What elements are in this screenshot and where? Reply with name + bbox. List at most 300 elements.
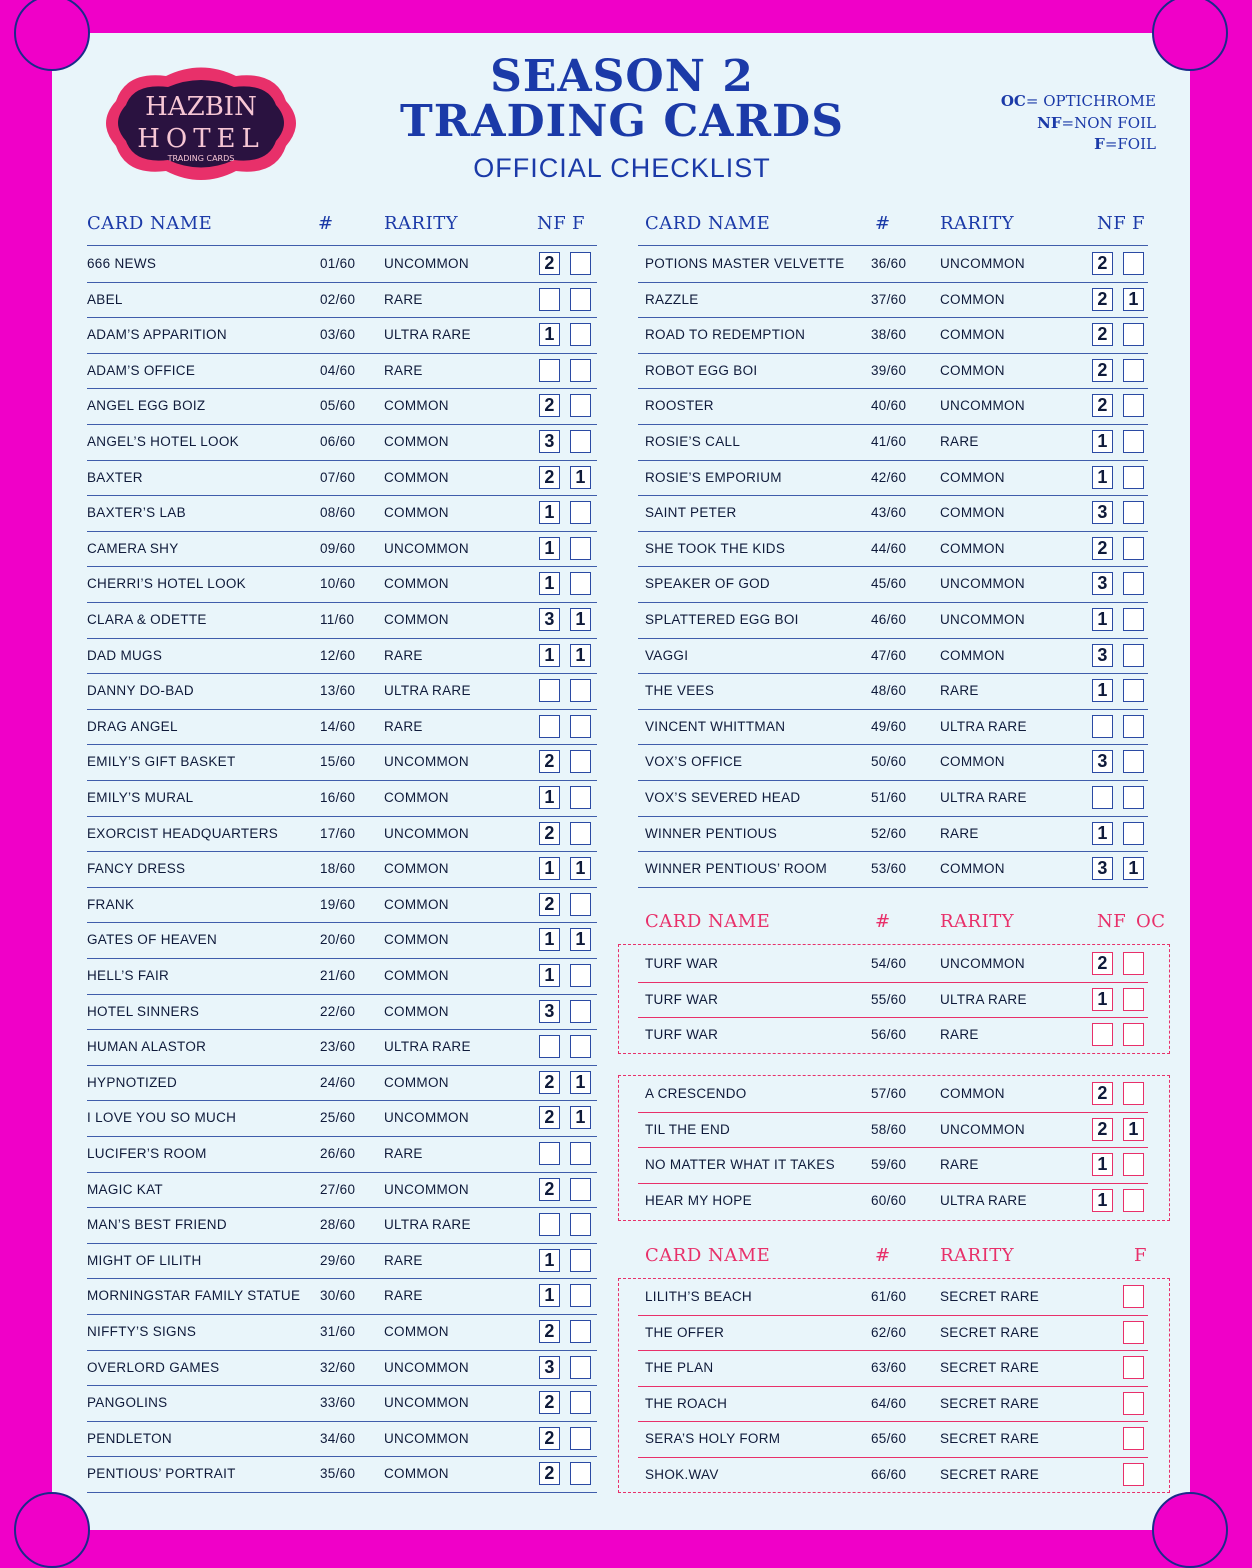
f-checkbox[interactable]: 1 xyxy=(570,608,591,631)
f-checkbox[interactable] xyxy=(570,715,591,738)
card-number: 16/60 xyxy=(320,790,356,805)
card-rarity: RARE xyxy=(940,825,979,841)
nf-checkbox[interactable]: 1 xyxy=(1092,679,1113,702)
nf-checkbox[interactable]: 2 xyxy=(539,394,560,417)
card-rarity: UNCOMMON xyxy=(940,398,1025,414)
nf-checkbox[interactable]: 2 xyxy=(539,1462,560,1485)
card-rarity: SECRET RARE xyxy=(940,1289,1040,1304)
f-checkbox[interactable] xyxy=(570,1462,591,1485)
f-checkbox[interactable] xyxy=(570,679,591,702)
card-rarity: RARE xyxy=(940,1157,979,1173)
nf-checkbox[interactable]: 3 xyxy=(1092,644,1113,667)
f-checkbox[interactable] xyxy=(1123,1321,1144,1344)
card-rarity: UNCOMMON xyxy=(384,825,469,841)
nf-checkbox[interactable]: 1 xyxy=(1092,822,1113,845)
legend-f-value: =FOIL xyxy=(1104,135,1156,153)
nf-checkbox[interactable] xyxy=(539,715,560,738)
nf-checkbox[interactable]: 2 xyxy=(539,1320,560,1343)
f-checkbox[interactable] xyxy=(570,430,591,453)
f-checkbox[interactable] xyxy=(1123,644,1144,667)
card-name: I LOVE YOU SO MUCH xyxy=(87,1110,237,1126)
card-rarity: COMMON xyxy=(384,1324,449,1339)
f-checkbox[interactable] xyxy=(570,288,591,311)
f-checkbox[interactable] xyxy=(570,1213,591,1236)
card-rarity: ULTRA RARE xyxy=(940,718,1027,734)
card-rarity: RARE xyxy=(940,1027,979,1043)
card-rarity: COMMON xyxy=(940,505,1005,521)
table-row xyxy=(87,388,597,425)
oc-checkbox[interactable]: 1 xyxy=(1123,1118,1144,1141)
card-name: PENDLETON xyxy=(87,1430,172,1446)
header-card-name: CARD NAME xyxy=(645,911,771,932)
nf-checkbox[interactable]: 3 xyxy=(1092,572,1113,595)
card-name: THE VEES xyxy=(645,683,715,699)
card-name: THE OFFER xyxy=(645,1324,725,1340)
legend-nf-key: NF xyxy=(1037,113,1062,132)
nf-checkbox[interactable]: 2 xyxy=(1092,252,1113,275)
nf-checkbox[interactable]: 1 xyxy=(539,1249,560,1272)
card-name: TURF WAR xyxy=(645,1027,719,1043)
card-name: LUCIFER’S ROOM xyxy=(87,1146,207,1161)
f-checkbox[interactable] xyxy=(570,572,591,595)
f-checkbox[interactable] xyxy=(570,1142,591,1165)
card-rarity: RARE xyxy=(384,291,423,307)
card-rarity: COMMON xyxy=(940,647,1005,663)
nf-checkbox[interactable]: 2 xyxy=(539,1427,560,1450)
card-name: WINNER PENTIOUS xyxy=(645,825,778,841)
f-checkbox[interactable] xyxy=(1123,394,1144,417)
nf-checkbox[interactable]: 3 xyxy=(539,608,560,631)
header-rarity: RARITY xyxy=(940,1245,1015,1266)
nf-checkbox[interactable]: 3 xyxy=(539,1000,560,1023)
f-checkbox[interactable] xyxy=(1123,822,1144,845)
f-checkbox[interactable] xyxy=(570,964,591,987)
table-row xyxy=(87,531,597,568)
legend-nf-value: =NON FOIL xyxy=(1061,113,1156,132)
card-number: 34/60 xyxy=(320,1430,356,1446)
nf-checkbox[interactable]: 2 xyxy=(539,1178,560,1201)
nf-checkbox[interactable]: 2 xyxy=(1092,359,1113,382)
card-name: THE ROACH xyxy=(645,1395,728,1411)
nf-checkbox[interactable]: 1 xyxy=(1092,1153,1113,1176)
f-checkbox[interactable] xyxy=(570,1356,591,1379)
f-checkbox[interactable]: 1 xyxy=(1123,288,1144,311)
card-name: SPLATTERED EGG BOI xyxy=(645,612,799,627)
card-number: 66/60 xyxy=(871,1467,907,1482)
nf-checkbox[interactable]: 2 xyxy=(1092,288,1113,311)
f-checkbox[interactable]: 1 xyxy=(570,466,591,489)
f-checkbox[interactable] xyxy=(1123,359,1144,382)
card-number: 17/60 xyxy=(320,825,356,841)
card-number: 44/60 xyxy=(871,540,907,556)
card-name: ROSIE’S EMPORIUM xyxy=(645,469,782,485)
table-row xyxy=(638,531,1148,568)
f-checkbox[interactable] xyxy=(1123,1463,1144,1486)
title-line1: SEASON 2 xyxy=(490,51,754,102)
checklist-card xyxy=(52,33,1190,1530)
nf-checkbox[interactable]: 1 xyxy=(539,537,560,560)
card-rarity: UNCOMMON xyxy=(384,1181,469,1197)
nf-checkbox[interactable]: 1 xyxy=(539,323,560,346)
card-name: THE PLAN xyxy=(645,1360,714,1376)
card-name: ROBOT EGG BOI xyxy=(645,362,758,378)
table-row xyxy=(638,495,1148,532)
nf-checkbox[interactable]: 3 xyxy=(539,1356,560,1379)
card-rarity: UNCOMMON xyxy=(384,1110,469,1126)
card-number: 30/60 xyxy=(320,1288,356,1304)
table-row xyxy=(87,1029,597,1066)
table-row xyxy=(638,246,1148,283)
card-rarity: ULTRA RARE xyxy=(384,1039,471,1055)
f-checkbox[interactable]: 1 xyxy=(570,1106,591,1129)
f-checkbox[interactable] xyxy=(1123,715,1144,738)
f-checkbox[interactable] xyxy=(570,1427,591,1450)
table-row xyxy=(638,424,1148,461)
card-name: BAXTER xyxy=(87,469,143,485)
logo-line2: HOTEL xyxy=(137,124,265,154)
nf-checkbox[interactable]: 1 xyxy=(1092,1189,1113,1212)
f-checkbox[interactable] xyxy=(1123,750,1144,773)
f-checkbox[interactable] xyxy=(1123,572,1144,595)
f-checkbox[interactable] xyxy=(570,1391,591,1414)
table-row xyxy=(638,460,1148,497)
card-number: 08/60 xyxy=(320,505,356,521)
f-checkbox[interactable] xyxy=(1123,537,1144,560)
card-rarity: UNCOMMON xyxy=(384,1430,469,1446)
nf-checkbox[interactable] xyxy=(1092,1023,1113,1046)
card-name: TURF WAR xyxy=(645,956,719,971)
card-number: 56/60 xyxy=(871,1027,907,1043)
table-row xyxy=(638,638,1148,675)
header-box2: OC xyxy=(1136,911,1166,932)
header-rarity: RARITY xyxy=(940,213,1015,234)
oc-checkbox[interactable] xyxy=(1123,1153,1144,1176)
card-name: ROOSTER xyxy=(645,398,714,414)
card-name: CHERRI’S HOTEL LOOK xyxy=(87,576,246,592)
card-rarity: COMMON xyxy=(940,291,1005,307)
card-name: DANNY DO-BAD xyxy=(87,683,194,699)
f-checkbox[interactable] xyxy=(570,822,591,845)
logo-badge-icon xyxy=(96,61,306,186)
nf-checkbox[interactable] xyxy=(539,1213,560,1236)
table-row xyxy=(638,1279,1148,1316)
card-number: 29/60 xyxy=(320,1252,356,1268)
card-rarity: COMMON xyxy=(940,362,1005,378)
card-name: HEAR MY HOPE xyxy=(645,1192,752,1208)
f-checkbox[interactable] xyxy=(570,1320,591,1343)
header-box1: NF xyxy=(537,213,567,234)
table-row xyxy=(87,353,597,390)
nf-checkbox[interactable]: 1 xyxy=(539,857,560,880)
card-name: CLARA & ODETTE xyxy=(87,612,207,627)
header-card-name: CARD NAME xyxy=(645,213,771,234)
nf-checkbox[interactable] xyxy=(1092,715,1113,738)
card-name: ADAM’S OFFICE xyxy=(87,362,196,378)
card-name: ROAD TO REDEMPTION xyxy=(645,327,806,343)
card-number: 07/60 xyxy=(320,469,356,485)
header-card-name: CARD NAME xyxy=(87,213,213,234)
card-rarity: RARE xyxy=(384,1146,423,1161)
card-name: MAN’S BEST FRIEND xyxy=(87,1217,227,1233)
f-checkbox[interactable] xyxy=(1123,430,1144,453)
card-number: 65/60 xyxy=(871,1431,907,1447)
f-checkbox[interactable] xyxy=(1123,786,1144,809)
table-row xyxy=(638,816,1148,853)
hazbin-hotel-logo xyxy=(96,61,306,186)
card-rarity: SECRET RARE xyxy=(940,1324,1040,1340)
card-name: HYPNOTIZED xyxy=(87,1074,178,1090)
f-checkbox[interactable] xyxy=(570,1249,591,1272)
nf-checkbox[interactable] xyxy=(539,359,560,382)
table-row xyxy=(87,1385,597,1422)
legend-oc-key: OC xyxy=(1000,92,1026,110)
f-checkbox[interactable] xyxy=(1123,1427,1144,1450)
nf-checkbox[interactable]: 2 xyxy=(1092,537,1113,560)
oc-checkbox[interactable] xyxy=(1123,988,1144,1011)
oc-checkbox[interactable] xyxy=(1123,1082,1144,1105)
f-checkbox[interactable] xyxy=(570,750,591,773)
corner-notch xyxy=(1152,0,1228,71)
nf-checkbox[interactable]: 2 xyxy=(1092,952,1113,975)
card-name: VAGGI xyxy=(645,647,689,663)
f-checkbox[interactable] xyxy=(570,1178,591,1201)
nf-checkbox[interactable]: 1 xyxy=(1092,608,1113,631)
nf-checkbox[interactable] xyxy=(1092,786,1113,809)
header-rarity: RARITY xyxy=(384,213,459,234)
card-number: 54/60 xyxy=(871,956,907,971)
card-number: 13/60 xyxy=(320,683,356,699)
card-name: LILITH’S BEACH xyxy=(645,1289,752,1304)
table-row xyxy=(638,1017,1148,1053)
f-checkbox[interactable] xyxy=(570,323,591,346)
table-row xyxy=(87,460,597,497)
card-rarity: COMMON xyxy=(384,932,449,948)
nf-checkbox[interactable]: 2 xyxy=(539,750,560,773)
f-checkbox[interactable] xyxy=(570,1000,591,1023)
card-name: ROSIE’S CALL xyxy=(645,434,741,449)
table-row xyxy=(638,1315,1148,1352)
card-rarity: UNCOMMON xyxy=(384,256,469,271)
card-name: CAMERA SHY xyxy=(87,540,179,556)
nf-checkbox[interactable]: 1 xyxy=(1092,466,1113,489)
card-rarity: COMMON xyxy=(940,327,1005,343)
nf-checkbox[interactable]: 1 xyxy=(539,644,560,667)
card-number: 57/60 xyxy=(871,1086,907,1101)
f-checkbox[interactable] xyxy=(570,1035,591,1058)
f-checkbox[interactable] xyxy=(570,252,591,275)
card-number: 26/60 xyxy=(320,1146,356,1161)
card-rarity: ULTRA RARE xyxy=(940,991,1027,1007)
card-number: 64/60 xyxy=(871,1395,907,1411)
f-checkbox[interactable]: 1 xyxy=(570,644,591,667)
table-row xyxy=(638,1147,1148,1184)
table-row xyxy=(87,780,597,817)
card-number: 47/60 xyxy=(871,647,907,663)
table-row xyxy=(87,709,597,746)
table-row xyxy=(87,1207,597,1244)
card-name: HOTEL SINNERS xyxy=(87,1003,200,1019)
nf-checkbox[interactable]: 1 xyxy=(539,1284,560,1307)
card-rarity: COMMON xyxy=(940,1086,1005,1101)
table-row xyxy=(638,709,1148,746)
card-number: 03/60 xyxy=(320,327,356,343)
card-number: 55/60 xyxy=(871,991,907,1007)
f-checkbox[interactable] xyxy=(570,394,591,417)
f-checkbox[interactable] xyxy=(1123,1285,1144,1308)
card-name: EMILY’S GIFT BASKET xyxy=(87,754,236,770)
table-row xyxy=(638,1183,1148,1219)
card-number: 15/60 xyxy=(320,754,356,770)
card-name: TIL THE END xyxy=(645,1121,731,1137)
f-checkbox[interactable] xyxy=(570,359,591,382)
table-row xyxy=(87,994,597,1031)
nf-checkbox[interactable]: 2 xyxy=(539,1391,560,1414)
nf-checkbox[interactable]: 2 xyxy=(539,1106,560,1129)
nf-checkbox[interactable]: 1 xyxy=(539,928,560,951)
card-number: 11/60 xyxy=(320,612,355,627)
card-name: HELL’S FAIR xyxy=(87,968,170,983)
card-number: 43/60 xyxy=(871,505,907,521)
f-checkbox[interactable] xyxy=(1123,501,1144,524)
f-checkbox[interactable] xyxy=(570,1284,591,1307)
oc-checkbox[interactable] xyxy=(1123,1023,1144,1046)
card-number: 06/60 xyxy=(320,434,356,449)
card-number: 18/60 xyxy=(320,861,356,877)
f-checkbox[interactable] xyxy=(1123,323,1144,346)
nf-checkbox[interactable]: 2 xyxy=(1092,1118,1113,1141)
card-rarity: COMMON xyxy=(384,469,449,485)
f-checkbox[interactable]: 1 xyxy=(570,857,591,880)
table-row xyxy=(87,673,597,710)
f-checkbox[interactable]: 1 xyxy=(570,1071,591,1094)
nf-checkbox[interactable]: 2 xyxy=(539,822,560,845)
corner-notch xyxy=(1152,1492,1228,1568)
nf-checkbox[interactable]: 2 xyxy=(1092,1082,1113,1105)
f-checkbox[interactable] xyxy=(570,501,591,524)
card-name: DRAG ANGEL xyxy=(87,718,178,734)
card-name: EXORCIST HEADQUARTERS xyxy=(87,825,279,841)
card-name: BAXTER’S LAB xyxy=(87,505,186,521)
f-checkbox[interactable] xyxy=(570,893,591,916)
nf-checkbox[interactable]: 3 xyxy=(1092,750,1113,773)
nf-checkbox[interactable]: 1 xyxy=(539,501,560,524)
card-number: 31/60 xyxy=(320,1324,356,1339)
nf-checkbox[interactable]: 1 xyxy=(1092,430,1113,453)
table-row xyxy=(638,1112,1148,1149)
nf-checkbox[interactable]: 2 xyxy=(1092,323,1113,346)
table-row xyxy=(87,1243,597,1280)
nf-checkbox[interactable] xyxy=(539,288,560,311)
oc-checkbox[interactable] xyxy=(1123,1189,1144,1212)
logo-line1: HAZBIN xyxy=(145,92,257,122)
nf-checkbox[interactable]: 1 xyxy=(539,572,560,595)
f-checkbox[interactable]: 1 xyxy=(570,928,591,951)
table-row xyxy=(87,566,597,603)
nf-checkbox[interactable] xyxy=(539,679,560,702)
table-row xyxy=(638,1457,1148,1493)
card-name: 666 NEWS xyxy=(87,256,157,271)
nf-checkbox[interactable] xyxy=(539,1142,560,1165)
f-checkbox[interactable] xyxy=(1123,252,1144,275)
table-row xyxy=(87,1314,597,1351)
header-box2: F xyxy=(1132,213,1145,234)
card-number: 59/60 xyxy=(871,1157,907,1173)
card-name: MAGIC KAT xyxy=(87,1181,163,1197)
f-checkbox[interactable] xyxy=(1123,679,1144,702)
card-number: 38/60 xyxy=(871,327,907,343)
card-rarity: COMMON xyxy=(384,434,449,449)
nf-checkbox[interactable]: 2 xyxy=(539,1071,560,1094)
table-row xyxy=(87,282,597,319)
card-rarity: ULTRA RARE xyxy=(384,683,471,699)
card-number: 05/60 xyxy=(320,398,356,414)
card-name: SHE TOOK THE KIDS xyxy=(645,540,786,556)
card-name: SHOK.WAV xyxy=(645,1467,719,1482)
card-rarity: SECRET RARE xyxy=(940,1431,1040,1447)
legend xyxy=(1001,91,1156,156)
nf-checkbox[interactable] xyxy=(539,1035,560,1058)
card-rarity: SECRET RARE xyxy=(940,1395,1040,1411)
nf-checkbox[interactable]: 2 xyxy=(1092,394,1113,417)
card-number: 62/60 xyxy=(871,1324,907,1340)
nf-checkbox[interactable]: 2 xyxy=(539,466,560,489)
nf-checkbox[interactable]: 3 xyxy=(539,430,560,453)
legend-f-key: F xyxy=(1094,135,1105,153)
table-row xyxy=(87,1172,597,1209)
title-line2: TRADING CARDS xyxy=(400,96,844,147)
oc-checkbox[interactable] xyxy=(1123,952,1144,975)
f-checkbox[interactable] xyxy=(570,537,591,560)
nf-checkbox[interactable]: 2 xyxy=(539,893,560,916)
card-rarity: SECRET RARE xyxy=(940,1467,1040,1482)
nf-checkbox[interactable]: 3 xyxy=(1092,857,1113,880)
card-name: WINNER PENTIOUS’ ROOM xyxy=(645,861,828,877)
card-number: 10/60 xyxy=(320,576,356,592)
card-number: 01/60 xyxy=(320,256,356,271)
card-name: MORNINGSTAR FAMILY STATUE xyxy=(87,1288,301,1304)
card-name: NIFFTY’S SIGNS xyxy=(87,1324,197,1339)
corner-notch xyxy=(14,1492,90,1568)
card-number: 60/60 xyxy=(871,1192,907,1208)
card-rarity: COMMON xyxy=(384,1466,449,1482)
header-number: # xyxy=(318,213,334,234)
nf-checkbox[interactable]: 2 xyxy=(539,252,560,275)
nf-checkbox[interactable]: 1 xyxy=(539,786,560,809)
table-row xyxy=(638,780,1148,817)
table-row xyxy=(638,282,1148,319)
card-name: VOX’S OFFICE xyxy=(645,754,743,770)
f-checkbox[interactable] xyxy=(1123,1356,1144,1379)
f-checkbox[interactable] xyxy=(570,786,591,809)
table-row xyxy=(638,851,1148,888)
f-checkbox[interactable] xyxy=(1123,1392,1144,1415)
nf-checkbox[interactable]: 1 xyxy=(1092,988,1113,1011)
f-checkbox[interactable] xyxy=(1123,608,1144,631)
f-checkbox[interactable] xyxy=(1123,466,1144,489)
card-rarity: UNCOMMON xyxy=(940,256,1025,271)
table-row xyxy=(638,982,1148,1019)
table-row xyxy=(87,958,597,995)
card-name: FANCY DRESS xyxy=(87,861,186,877)
nf-checkbox[interactable]: 1 xyxy=(539,964,560,987)
nf-checkbox[interactable]: 3 xyxy=(1092,501,1113,524)
card-rarity: COMMON xyxy=(384,612,449,627)
f-checkbox[interactable]: 1 xyxy=(1123,857,1144,880)
card-number: 50/60 xyxy=(871,754,907,770)
card-name: ANGEL’S HOTEL LOOK xyxy=(87,434,239,449)
table-row xyxy=(87,887,597,924)
card-rarity: UNCOMMON xyxy=(384,1395,469,1411)
